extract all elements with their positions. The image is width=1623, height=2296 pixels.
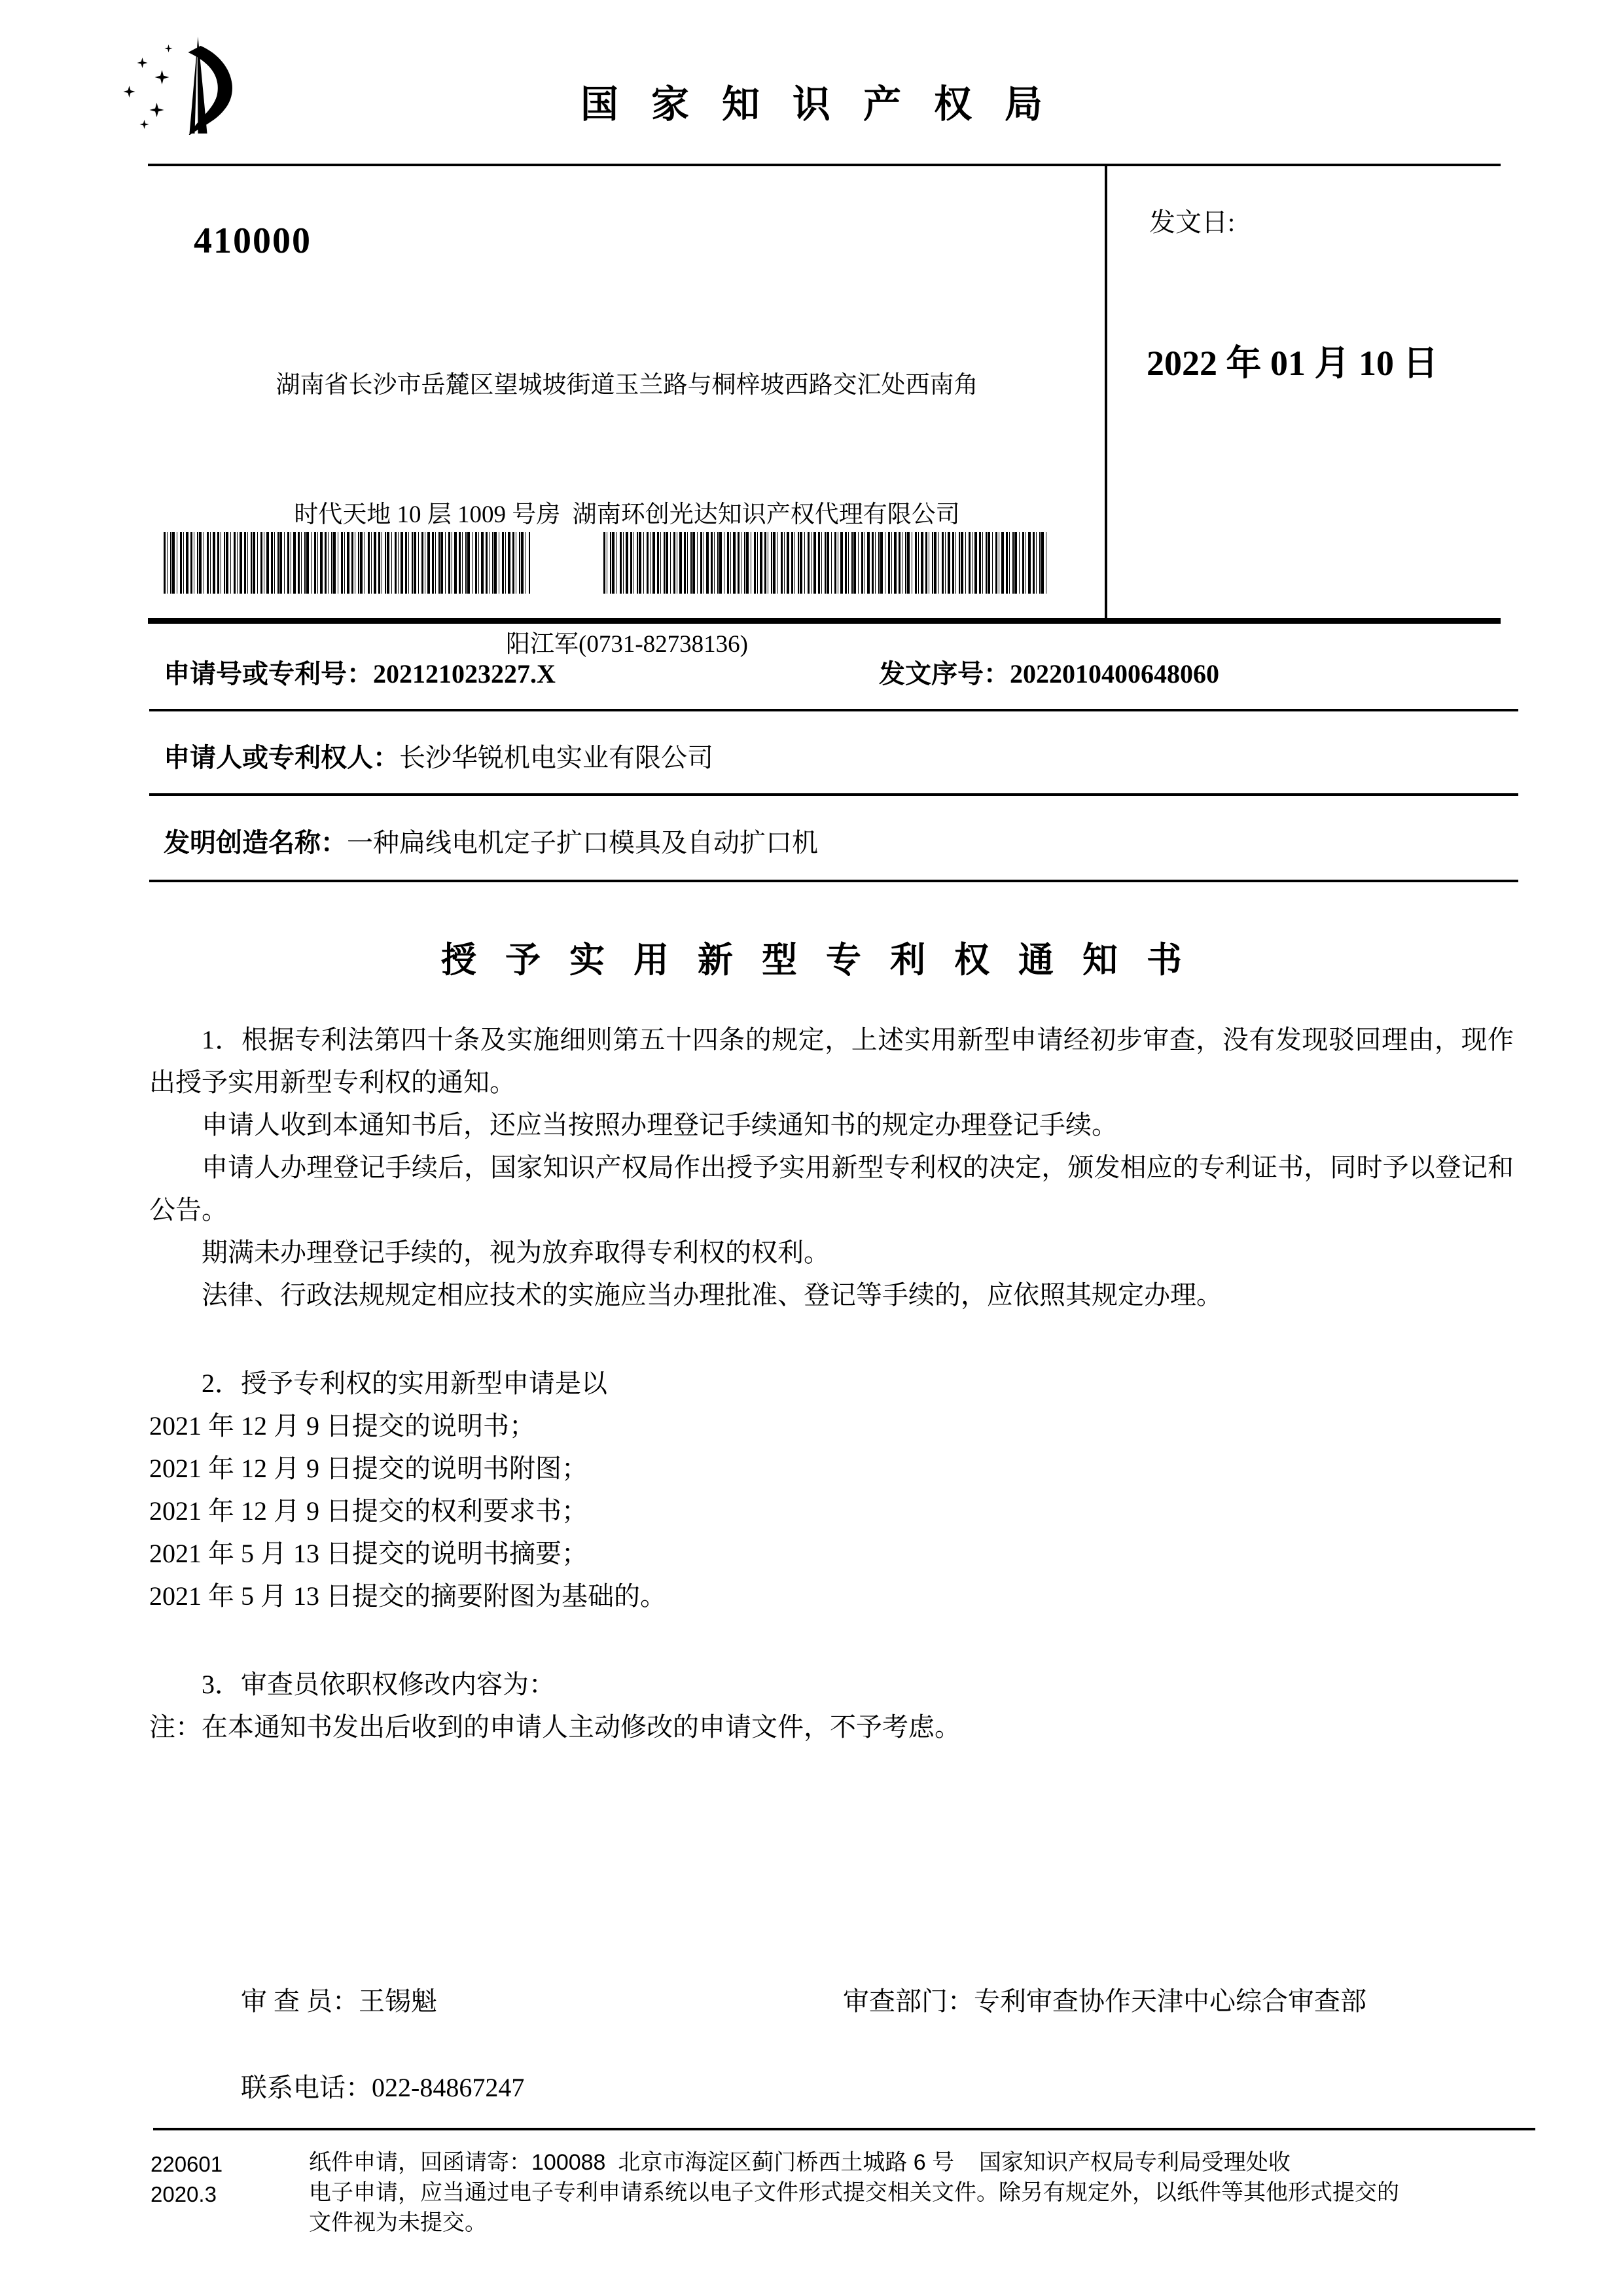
field-rule-3 xyxy=(149,880,1518,882)
header-rule xyxy=(148,164,1501,166)
phone-label: 联系电话： xyxy=(241,2073,372,2102)
examiner-field xyxy=(241,1981,437,2018)
notice-basis-line: 2021 年 5 月 13 日提交的说明书摘要； xyxy=(149,1539,588,1568)
application-number-value: 202121023227.X xyxy=(373,659,556,689)
notice-basis-line: 2021 年 12 月 9 日提交的说明书； xyxy=(149,1411,535,1441)
phone-value: 022-84867247 xyxy=(372,2073,525,2102)
footer-code-2: 2020.3 xyxy=(151,2182,217,2206)
field-rule-2 xyxy=(149,793,1518,796)
footer-rule xyxy=(153,2128,1535,2130)
dispatch-number-value: 2022010400648060 xyxy=(1010,659,1219,689)
address-line-2: 时代天地 10 层 1009 号房 湖南环创光达知识产权代理有限公司 xyxy=(294,501,960,528)
footer-form-codes xyxy=(151,2149,223,2210)
thick-separator-rule xyxy=(148,618,1501,624)
footer-line-3: 文件视为未提交。 xyxy=(309,2210,487,2235)
applicant-field xyxy=(164,737,713,774)
applicant-label: 申请人或专利权人： xyxy=(164,743,399,772)
notice-basis-line: 2021 年 12 月 9 日提交的说明书附图； xyxy=(149,1454,588,1483)
department-value: 专利审查协作天津中心综合审查部 xyxy=(974,1986,1366,2016)
footer-line-2: 电子申请，应当通过电子专利申请系统以电子文件形式提交相关文件。除另有规定外，以纸件等其他形式提交的 xyxy=(309,2180,1399,2205)
barcode-right-icon xyxy=(603,532,1048,594)
notice-paragraph: 期满未办理登记手续的，视为放弃取得专利权的权利。 xyxy=(202,1238,830,1267)
footer-instructions xyxy=(309,2147,1539,2238)
header-vertical-divider xyxy=(1105,166,1107,620)
notice-paragraph: 法律、行政法规规定相应技术的实施应当办理批准、登记等手续的，应依照其规定办理。 xyxy=(202,1280,1222,1310)
notice-basis-line: 2021 年 12 月 9 日提交的权利要求书； xyxy=(149,1496,588,1526)
applicant-value: 长沙华锐机电实业有限公司 xyxy=(399,743,713,772)
agency-title: 国家知识产权局 xyxy=(580,83,1075,126)
dispatch-date-label: 发文日: xyxy=(1149,207,1236,237)
notice-paragraph: 申请人办理登记手续后，国家知识产权局作出授予实用新型专利权的决定，颁发相应的专利证书，同时予以登记和公告。 xyxy=(149,1153,1514,1225)
dispatch-number-field xyxy=(879,653,1219,691)
postal-code: 410000 xyxy=(194,221,312,261)
dispatch-number-label: 发文序号： xyxy=(879,659,1010,689)
footer-line-1: 纸件申请，回函请寄：100088 北京市海淀区蓟门桥西土城路 6 号 国家知识产权局专利局受理处收 xyxy=(309,2150,1291,2175)
footer-code-1: 220601 xyxy=(151,2152,223,2176)
field-rule-1 xyxy=(149,709,1518,711)
application-number-field xyxy=(164,653,556,691)
examiner-label: 审 查 员： xyxy=(241,1986,359,2016)
notice-paragraph: 3．审查员依职权修改内容为： xyxy=(202,1670,555,1699)
notice-paragraph: 1．根据专利法第四十条及实施细则第五十四条的规定，上述实用新型申请经初步审查，没有发现驳回理由，现作出授予实用新型专利权的通知。 xyxy=(149,1025,1514,1097)
invention-title-label: 发明创造名称： xyxy=(164,828,347,857)
department-label: 审查部门： xyxy=(843,1986,974,2016)
address-line-3: 阳江军(0731-82738136) xyxy=(506,631,748,658)
notice-paragraph: 2．授予专利权的实用新型申请是以 xyxy=(202,1369,607,1398)
invention-title-field xyxy=(164,822,818,859)
application-number-label: 申请号或专利号： xyxy=(164,659,373,689)
notice-basis-line: 2021 年 5 月 13 日提交的摘要附图为基础的。 xyxy=(149,1581,666,1611)
address-line-1: 湖南省长沙市岳麓区望城坡街道玉兰路与桐梓坡西路交汇处西南角 xyxy=(276,372,978,399)
phone-field xyxy=(241,2067,524,2104)
notice-paragraph: 申请人收到本通知书后，还应当按照办理登记手续通知书的规定办理登记手续。 xyxy=(202,1110,1118,1139)
notice-title: 授予实用新型专利权通知书 xyxy=(441,941,1211,980)
dispatch-date-stamp: 2022 年 01 月 10 日 xyxy=(1147,344,1438,383)
barcode-left-icon xyxy=(164,532,530,594)
examiner-name: 王锡魁 xyxy=(359,1986,437,2016)
invention-title-value: 一种扁线电机定子扩口模具及自动扩口机 xyxy=(347,828,818,857)
department-field xyxy=(843,1981,1366,2018)
notice-note-line: 注：在本通知书发出后收到的申请人主动修改的申请文件，不予考虑。 xyxy=(149,1712,961,1742)
notice-body xyxy=(149,1018,1514,1748)
